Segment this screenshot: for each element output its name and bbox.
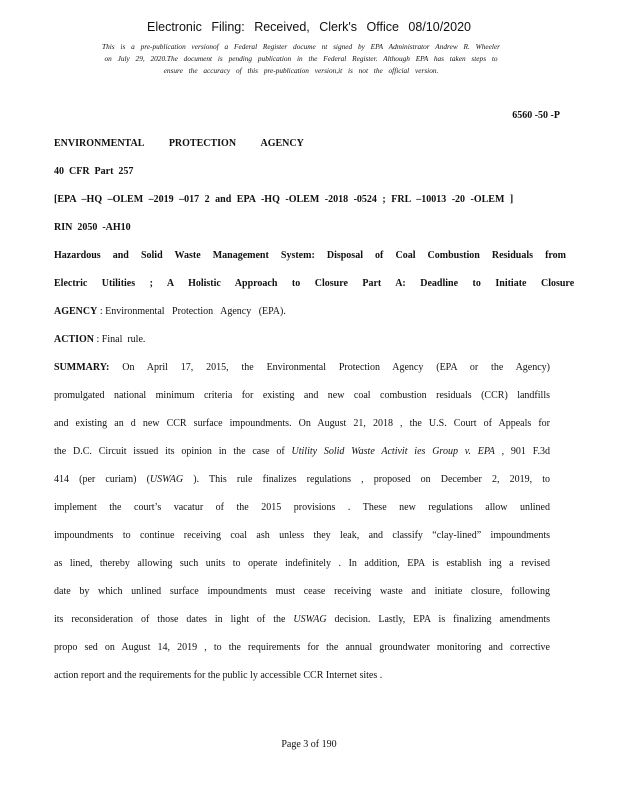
summary-label: SUMMARY: xyxy=(54,362,110,373)
filing-stamp: Electronic Filing: Received, Clerk's Office 08/10/2020 xyxy=(147,20,471,34)
docket-number: [EPA –HQ –OLEM –2019 –017 2 and EPA -HQ -OLEM -2018 -0524 ; FRL –10013 -20 -OLEM ] xyxy=(54,194,514,205)
page-number: Page 3 of 190 xyxy=(281,739,337,750)
case-abbreviation: USWAG xyxy=(149,474,184,485)
billing-code: 6560 -50 -P xyxy=(512,110,560,121)
summary-line: as lined, thereby allowing such units to operate indefinitely . In addition, EPA is establish ing a revised xyxy=(54,558,550,569)
rule-title-line: Hazardous and Solid Waste Management System: Disposal of Coal Combustion Residuals from xyxy=(54,250,566,261)
action-text: : Final rule. xyxy=(94,334,146,345)
rule-title-line: Electric Utilities ; A Holistic Approach to Closure Part A: Deadline to Initiate Closure xyxy=(54,278,575,289)
prepublication-disclaimer xyxy=(66,41,536,77)
case-abbreviation: USWAG xyxy=(293,614,327,625)
disclaimer-line: ensure the accuracy of this pre-publication version,it is not the official version. xyxy=(163,66,439,75)
disclaimer-line: on July 29, 2020.The document is pending publication in the Federal Register. Although EPA has taken steps to xyxy=(104,54,498,63)
summary-line: 414 (per curiam) (USWAG ). This rule finalizes regulations , proposed on December 2, 2019, to xyxy=(54,474,550,485)
agency-line xyxy=(54,306,286,317)
summary-line: propo sed on August 14, 2019 , to the requirements for the annual groundwater monitoring and corrective xyxy=(54,642,550,653)
summary-line: promulgated national minimum criteria for existing and new coal combustion residuals (CCR) landfills xyxy=(54,390,550,401)
summary-line: SUMMARY: On April 17, 2015, the Environmental Protection Agency (EPA or the Agency) xyxy=(54,362,550,373)
action-line xyxy=(54,334,145,345)
action-label: ACTION xyxy=(54,334,95,345)
summary-line: the D.C. Circuit issued its opinion in the case of Utility Solid Waste Activit ies Group v. EPA , 901 F.3d xyxy=(54,446,550,457)
summary-line: its reconsideration of those dates in light of the USWAG decision. Lastly, EPA is finalizing amendments xyxy=(54,614,551,625)
case-name: Utility Solid Waste Activit ies Group v. EPA xyxy=(291,446,495,457)
summary-line: action report and the requirements for the public ly accessible CCR Internet sites . xyxy=(54,670,383,681)
summary-line: date by which unlined surface impoundments must cease receiving waste and initiate closure, following xyxy=(54,586,550,597)
summary-line: impoundments to continue receiving coal ash unless they leak, and classify “clay-lined” impoundments xyxy=(54,530,550,541)
disclaimer-line: This is a pre-publication versionof a Federal Register docume nt signed by EPA Administrator Andrew R. Wheeler xyxy=(102,42,500,51)
agency-label: AGENCY xyxy=(54,306,98,317)
agency-heading: ENVIRONMENTAL PROTECTION AGENCY xyxy=(54,138,304,149)
cfr-part: 40 CFR Part 257 xyxy=(54,166,134,177)
summary-line: implement the court’s vacatur of the 2015 provisions . These new regulations allow unlined xyxy=(54,502,550,513)
agency-text: : Environmental Protection Agency (EPA). xyxy=(97,306,286,317)
rin-number: RIN 2050 -AH10 xyxy=(54,222,131,233)
summary-line: and existing an d new CCR surface impoundments. On August 21, 2018 , the U.S. Court of Appeals for xyxy=(54,418,550,429)
